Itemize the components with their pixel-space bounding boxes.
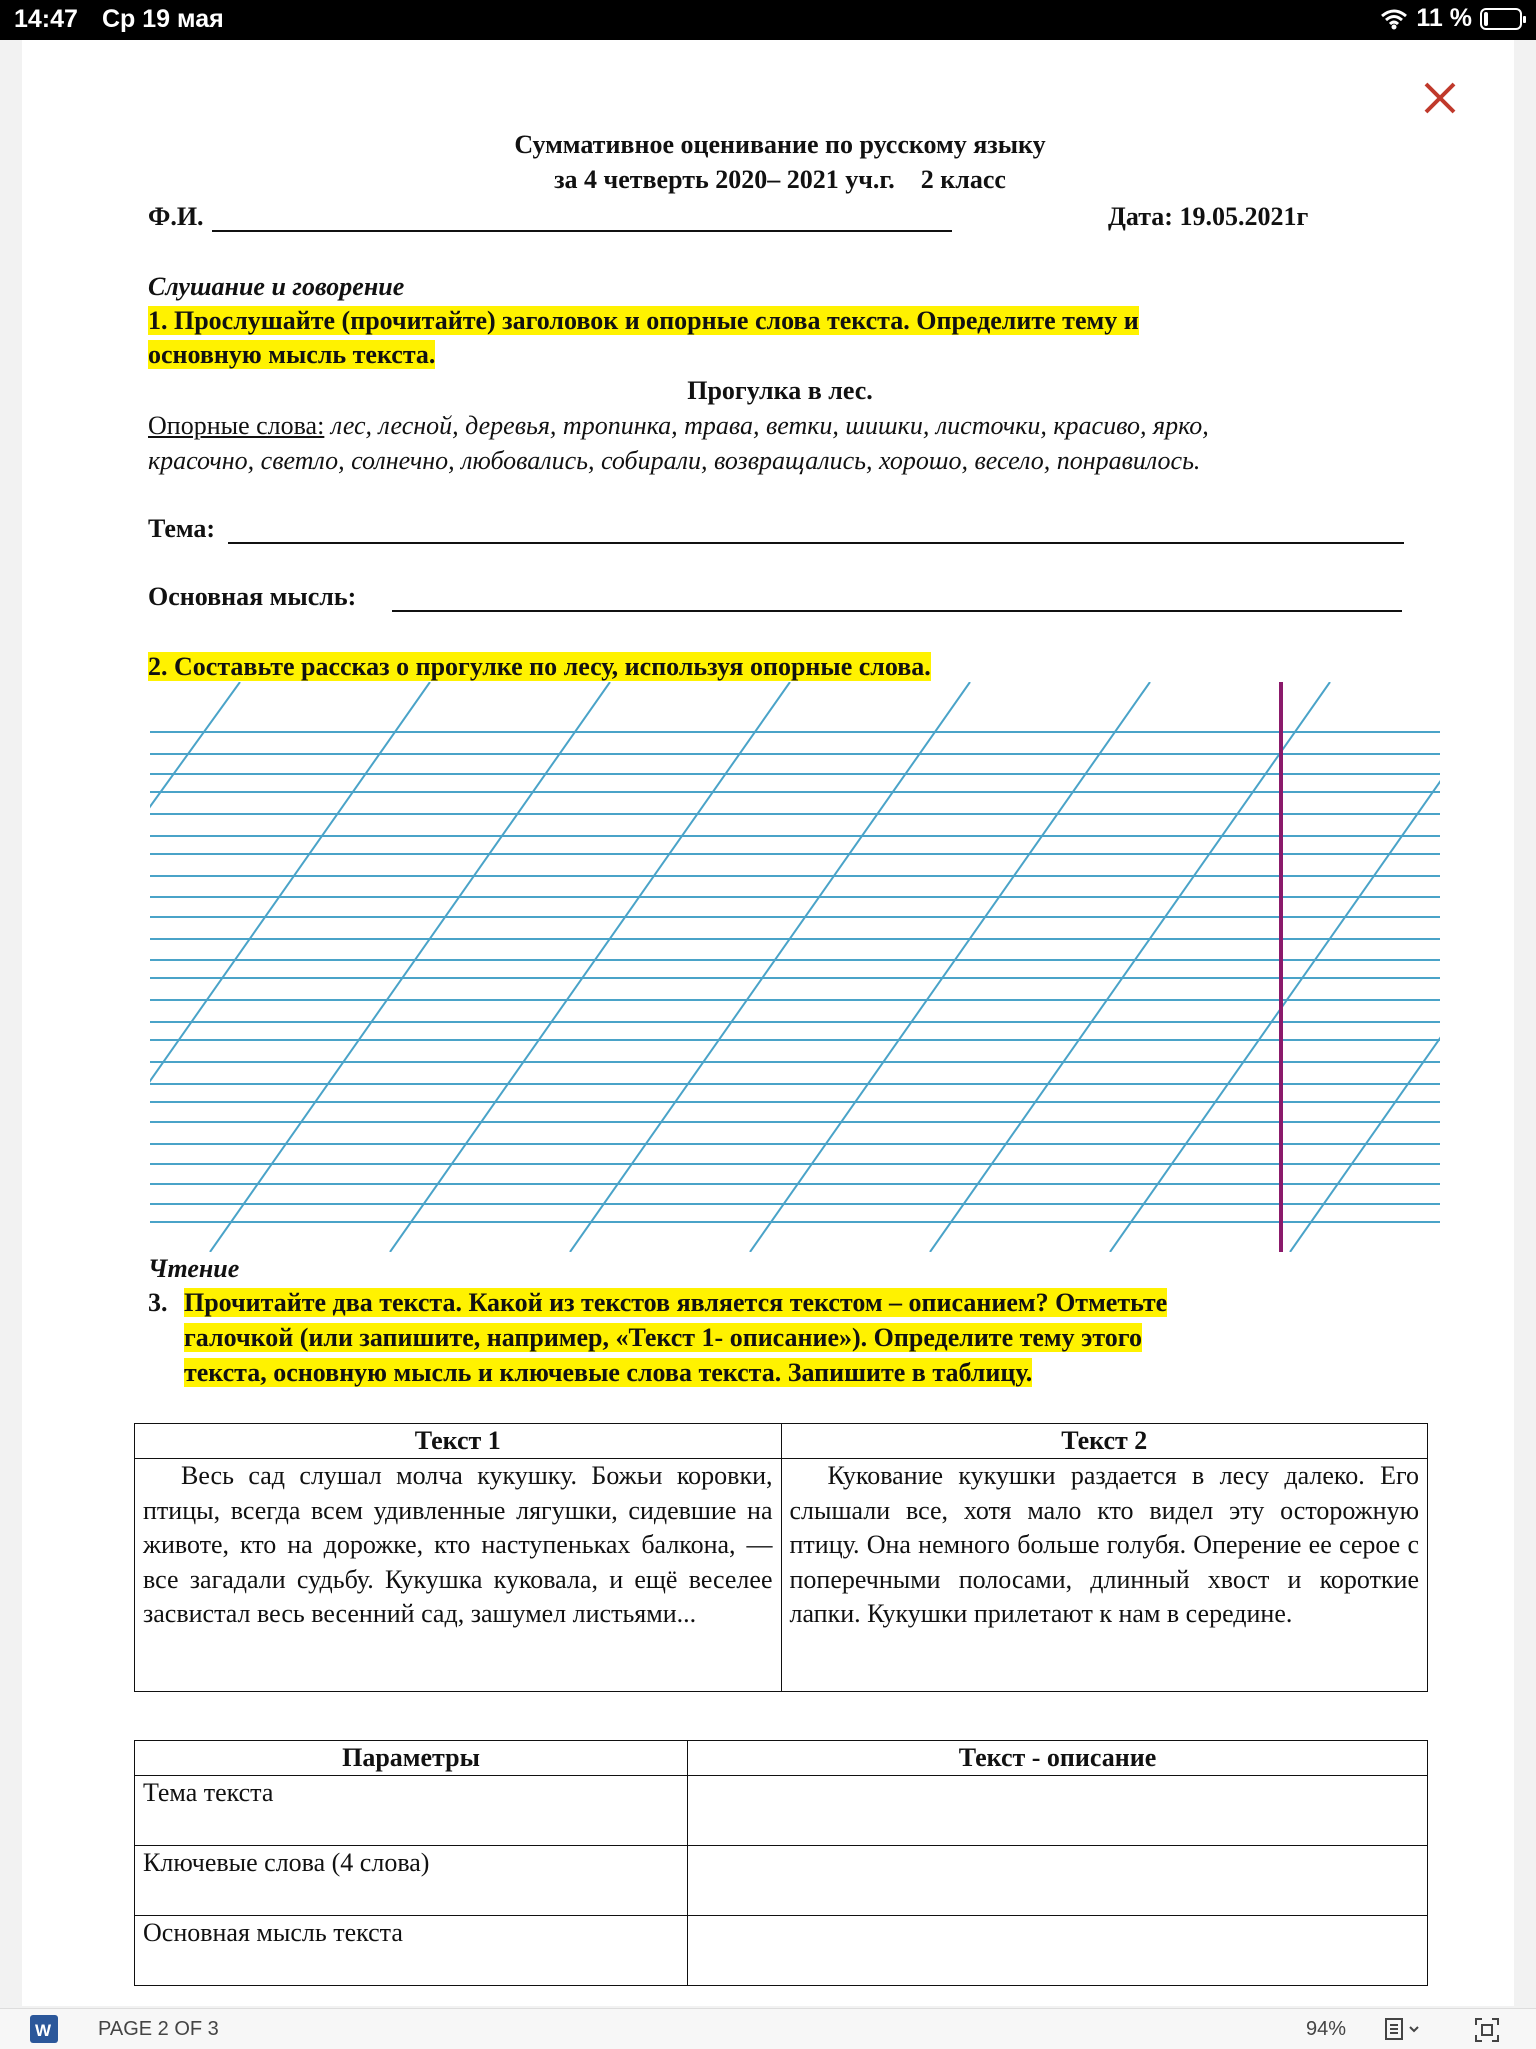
description-header: Текст - описание xyxy=(688,1741,1428,1776)
status-right xyxy=(1380,4,1522,33)
support-words-line1 xyxy=(148,411,1209,441)
text2-header: Текст 2 xyxy=(781,1424,1428,1459)
support-words-list-1: лес, лесной, деревья, тропинка, трава, ветки, шишки, листочки, красиво, ярко, xyxy=(330,411,1209,440)
answer-cell-keywords[interactable] xyxy=(688,1846,1428,1916)
param-row-main-idea: Основная мысль текста xyxy=(135,1916,688,1986)
doc-title-line2: за 4 четверть 2020– 2021 уч.г. 2 класс xyxy=(554,165,1006,194)
answer-cell-main-idea[interactable] xyxy=(688,1916,1428,1986)
answer-cell-theme[interactable] xyxy=(688,1776,1428,1846)
fio-label: Ф.И. xyxy=(148,202,204,231)
view-mode-icon[interactable] xyxy=(1384,2017,1424,2041)
tema-line[interactable] xyxy=(228,542,1404,544)
text2-body: Кукование кукушки раздается в лесу далеко. Его слышали все, хотя мало кто видел эту осторожную птицу. Она немного больше голубя. Оперение ее серое с поперечными полосами, длинный хвост и короткие лапки. Кукушки прилетают к нам в середине. xyxy=(781,1459,1428,1692)
fullscreen-icon[interactable] xyxy=(1474,2017,1500,2043)
section-heading-reading: Чтение xyxy=(148,1254,240,1283)
task3-number: 3. xyxy=(148,1288,168,1317)
bottom-toolbar xyxy=(0,2008,1536,2049)
param-row-keywords: Ключевые слова (4 слова) xyxy=(135,1846,688,1916)
task3-text-2: галочкой (или запишите, например, «Текст 1- описание»). Определите тему этого xyxy=(184,1323,1142,1352)
word-app-icon xyxy=(30,2015,58,2043)
text1-body: Весь сад слушал молча кукушку. Божьи коровки, птицы, всегда всем удивленные лягушки, сидевшие на животе, кто на дорожке, кто наступеньках балкона, — все загадали судьбу. Кукушка куковала, и ещё веселее засвистал весь весенний сад, зашумел листьями... xyxy=(135,1459,782,1692)
wifi-icon xyxy=(1380,8,1408,30)
writing-area[interactable] xyxy=(150,682,1440,1252)
task2-text: 2. Составьте рассказ о прогулке по лесу, используя опорные слова. xyxy=(148,652,931,681)
status-date: Ср 19 мая xyxy=(102,5,224,33)
support-words-label: Опорные слова: xyxy=(148,411,325,440)
battery-icon xyxy=(1480,8,1522,30)
main-idea-line[interactable] xyxy=(392,610,1402,612)
task3-text-1: Прочитайте два текста. Какой из текстов является текстом – описанием? Отметьте xyxy=(184,1288,1168,1317)
date-label: Дата: 19.05.2021г xyxy=(1108,202,1309,231)
fio-line[interactable] xyxy=(212,230,952,232)
main-idea-label: Основная мысль: xyxy=(148,582,357,611)
status-bar xyxy=(0,0,1536,40)
page-indicator: PAGE 2 OF 3 xyxy=(98,2018,219,2040)
params-header: Параметры xyxy=(135,1741,688,1776)
parameters-table xyxy=(134,1740,1428,1986)
task3-text-3: текста, основную мысль и ключевые слова текста. Запишите в таблицу. xyxy=(184,1358,1033,1387)
task1-text-1: 1. Прослушайте (прочитайте) заголовок и опорные слова текста. Определите тему и xyxy=(148,306,1139,335)
story-title: Прогулка в лес. xyxy=(687,376,873,405)
section-heading-listening: Слушание и говорение xyxy=(148,272,405,301)
close-icon[interactable] xyxy=(1422,80,1458,116)
param-row-theme: Тема текста xyxy=(135,1776,688,1846)
zoom-level[interactable]: 94% xyxy=(1306,2018,1347,2040)
support-words-list-2: красочно, светло, солнечно, любовались, собирали, возвращались, хорошо, весело, понравилось. xyxy=(148,446,1201,475)
text1-header: Текст 1 xyxy=(135,1424,782,1459)
texts-table xyxy=(134,1423,1428,1692)
doc-title-line1: Суммативное оценивание по русскому языку xyxy=(514,130,1046,159)
svg-text:W: W xyxy=(35,2021,52,2040)
task1-text-2: основную мысль текста. xyxy=(148,340,436,369)
battery-percent: 11 % xyxy=(1416,4,1472,32)
tema-label: Тема: xyxy=(148,514,216,543)
status-time: 14:47 xyxy=(14,5,78,33)
